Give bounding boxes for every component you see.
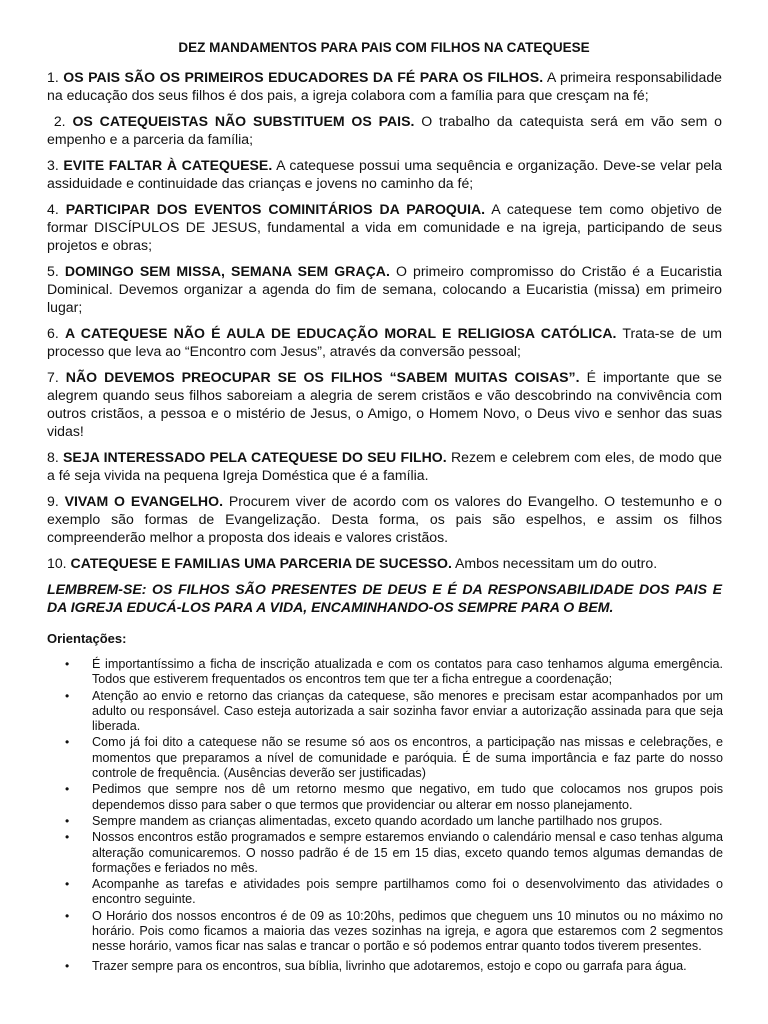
bullet-icon: • (65, 657, 70, 671)
commandment-item (47, 68, 722, 104)
commandment-number: 3. (47, 157, 59, 173)
bullet-icon: • (65, 830, 70, 845)
commandment-text: Rezem e celebrem com eles, de modo que a fé seja vivida na pequena Igreja Doméstica que é a família. (47, 449, 723, 483)
bullet-icon: • (65, 688, 70, 703)
bullet-icon: • (65, 782, 70, 797)
orientation-item (47, 689, 723, 735)
closing-reminder: LEMBREM-SE: OS FILHOS SÃO PRESENTES DE DEUS E É DA RESPONSABILIDADE DOS PAIS E DA IGREJA EDUCÁ-LOS PARA A VIDA, ENCAMINHANDO-OS SEMPRE PARA O BEM. (47, 581, 722, 615)
orientation-text: Acompanhe as tarefas e atividades pois sempre partilhamos como foi o desenvolvimento das atividades o encontro seguinte. (92, 877, 723, 907)
document-title: DEZ MANDAMENTOS PARA PAIS COM FILHOS NA CATEQUESE (178, 40, 590, 55)
commandment-heading: SEJA INTERESSADO PELA CATEQUESE DO SEU FILHO. (63, 449, 447, 465)
commandment-heading: A CATEQUESE NÃO É AULA DE EDUCAÇÃO MORAL E RELIGIOSA CATÓLICA. (64, 325, 617, 341)
commandment-number: 7. (47, 369, 59, 385)
orientation-item (47, 959, 723, 974)
commandment-number: 2. (53, 113, 66, 129)
orientation-text: Sempre mandem as crianças alimentadas, exceto quando acordado um lanche partilhado nos grupos. (92, 813, 663, 828)
bullet-icon: • (65, 877, 70, 892)
bullet-icon: • (65, 958, 70, 973)
commandment-text: O trabalho da catequista será em vão sem o empenho e a parceria da família; (47, 113, 722, 147)
commandment-text: O primeiro compromisso do Cristão é a Eucaristia Dominical. Devemos organizar a agenda do fim de semana, colocando a Eucaristia (missa) em primeiro lugar; (47, 263, 722, 315)
commandment-number: 4. (47, 201, 59, 217)
commandment-heading: OS CATEQUEISTAS NÃO SUBSTITUEM OS PAIS. (72, 113, 415, 129)
commandment-text: A catequese tem como objetivo de formar DISCÍPULOS DE JESUS, fundamental a vida em comunidade e na igreja, participando de seus projetos e obras; (47, 201, 723, 253)
orientation-item (47, 782, 723, 813)
commandment-item (47, 200, 722, 254)
orientation-item (47, 909, 723, 955)
commandment-heading: PARTICIPAR DOS EVENTOS COMINITÁRIOS DA PAROQUIA. (65, 201, 486, 217)
commandment-number: 1. (47, 69, 59, 85)
commandment-number: 8. (47, 449, 59, 465)
commandment-heading: DOMINGO SEM MISSA, SEMANA SEM GRAÇA. (64, 263, 390, 279)
orientation-text: Pedimos que sempre nos dê um retorno mesmo que negativo, em tudo que colocamos nos grupos pois dependemos disso para saber o que termos que providenciar ou alterar em nosso planejamento. (92, 782, 723, 812)
commandment-number: 10. (47, 555, 67, 571)
commandment-text: Ambos necessitam um do outro. (455, 555, 658, 571)
orientation-text: Como já foi dito a catequese não se resume só aos os encontros, a participação nas missas e celebrações, e momentos que preparamos a nível de comunidade e paróquia. É de suma importância e faz parte do nosso controle de frequência. (Ausências deverão ser justificadas) (92, 735, 723, 781)
orientation-text: Atenção ao envio e retorno das crianças da catequese, são menores e precisam estar acompanhados por um adulto ou responsável. Caso esteja autorizada a sair sozinha favor enviar a autorização assinada para que seja liberada. (92, 688, 723, 734)
commandment-item (47, 554, 722, 572)
commandment-text: A primeira responsabilidade na educação dos seus filhos é dos pais, a igreja colabora com a família para que cresçam na fé; (47, 69, 723, 103)
commandment-item (47, 262, 722, 316)
commandment-heading: CATEQUESE E FAMILIAS UMA PARCERIA DE SUCESSO. (70, 555, 452, 571)
commandment-item (47, 324, 722, 360)
bullet-icon: • (65, 735, 70, 750)
commandment-text: Procurem viver de acordo com os valores do Evangelho. O testemunho e o exemplo são formas de Evangelização. Desta forma, os pais são espelhos, e assim os filhos compreenderão melhor a proposta dos ideais e valores cristãos. (47, 493, 722, 545)
orientation-text: Trazer sempre para os encontros, sua bíblia, livrinho que adotaremos, estojo e copo ou garrafa para água. (92, 958, 687, 973)
commandment-number: 9. (47, 493, 59, 509)
orientation-text: É importantíssimo a ficha de inscrição atualizada e com os contatos para caso tenhamos alguma emergência. Todos que estiverem frequentados os encontros tem que ter a ficha entregue a coordenação; (92, 657, 723, 687)
commandment-text: É importante que se alegrem quando seus filhos saboreiam a alegria de serem cristãos e vão descobrindo na convivência com outros cristãos, a pessoa e o mistério de Jesus, o Amigo, o Homem Novo, o Deus vivo e senhor das suas vidas! (47, 369, 723, 439)
commandment-heading: OS PAIS SÃO OS PRIMEIROS EDUCADORES DA FÉ PARA OS FILHOS. (63, 69, 544, 85)
commandment-item (47, 448, 722, 484)
commandment-text: Trata-se de um processo que leva ao “Encontro com Jesus”, através da conversão pessoal; (47, 325, 722, 359)
orientation-item (47, 657, 723, 688)
orientation-item (47, 830, 723, 876)
commandment-text: A catequese possui uma sequência e organização. Deve-se velar pela assiduidade e continuidade das crianças e jovens no caminho da fé; (47, 157, 723, 191)
commandment-heading: EVITE FALTAR À CATEQUESE. (63, 157, 273, 173)
commandments-list (47, 68, 722, 630)
commandment-number: 6. (47, 325, 59, 341)
orientation-item (47, 814, 723, 829)
bullet-icon: • (65, 908, 70, 923)
commandment-item (47, 112, 722, 148)
orientation-text: Nossos encontros estão programados e sempre estaremos enviando o calendário mensal e caso tenhas alguma alteração comunicaremos. O nosso padrão é de 15 em 15 dias, exceto quando temos algumas demandas de formações e feriados no mês. (92, 830, 723, 875)
orientations-list (47, 657, 723, 975)
orientation-item (47, 877, 723, 908)
bullet-icon: • (65, 813, 70, 828)
commandment-item (47, 492, 722, 546)
commandment-item (47, 368, 722, 440)
orientations-heading: Orientações: (47, 631, 127, 646)
commandment-heading: NÃO DEVEMOS PREOCUPAR SE OS FILHOS “SABEM MUITAS COISAS”. (65, 369, 580, 385)
commandment-heading: VIVAM O EVANGELHO. (64, 493, 223, 509)
commandment-item (47, 156, 722, 192)
commandment-number: 5. (47, 263, 59, 279)
orientation-item (47, 735, 723, 781)
orientation-text: O Horário dos nossos encontros é de 09 as 10:20hs, pedimos que cheguem uns 10 minutos ou no máximo no horário. Pois como ficamos a maioria das vezes sozinhas na igreja, e agora que estaremos com 2 segmentos nesse horário, vamos ficar nas salas e trancar o portão e só podemos entrar quanto todos tiverem presentes. (92, 908, 723, 954)
